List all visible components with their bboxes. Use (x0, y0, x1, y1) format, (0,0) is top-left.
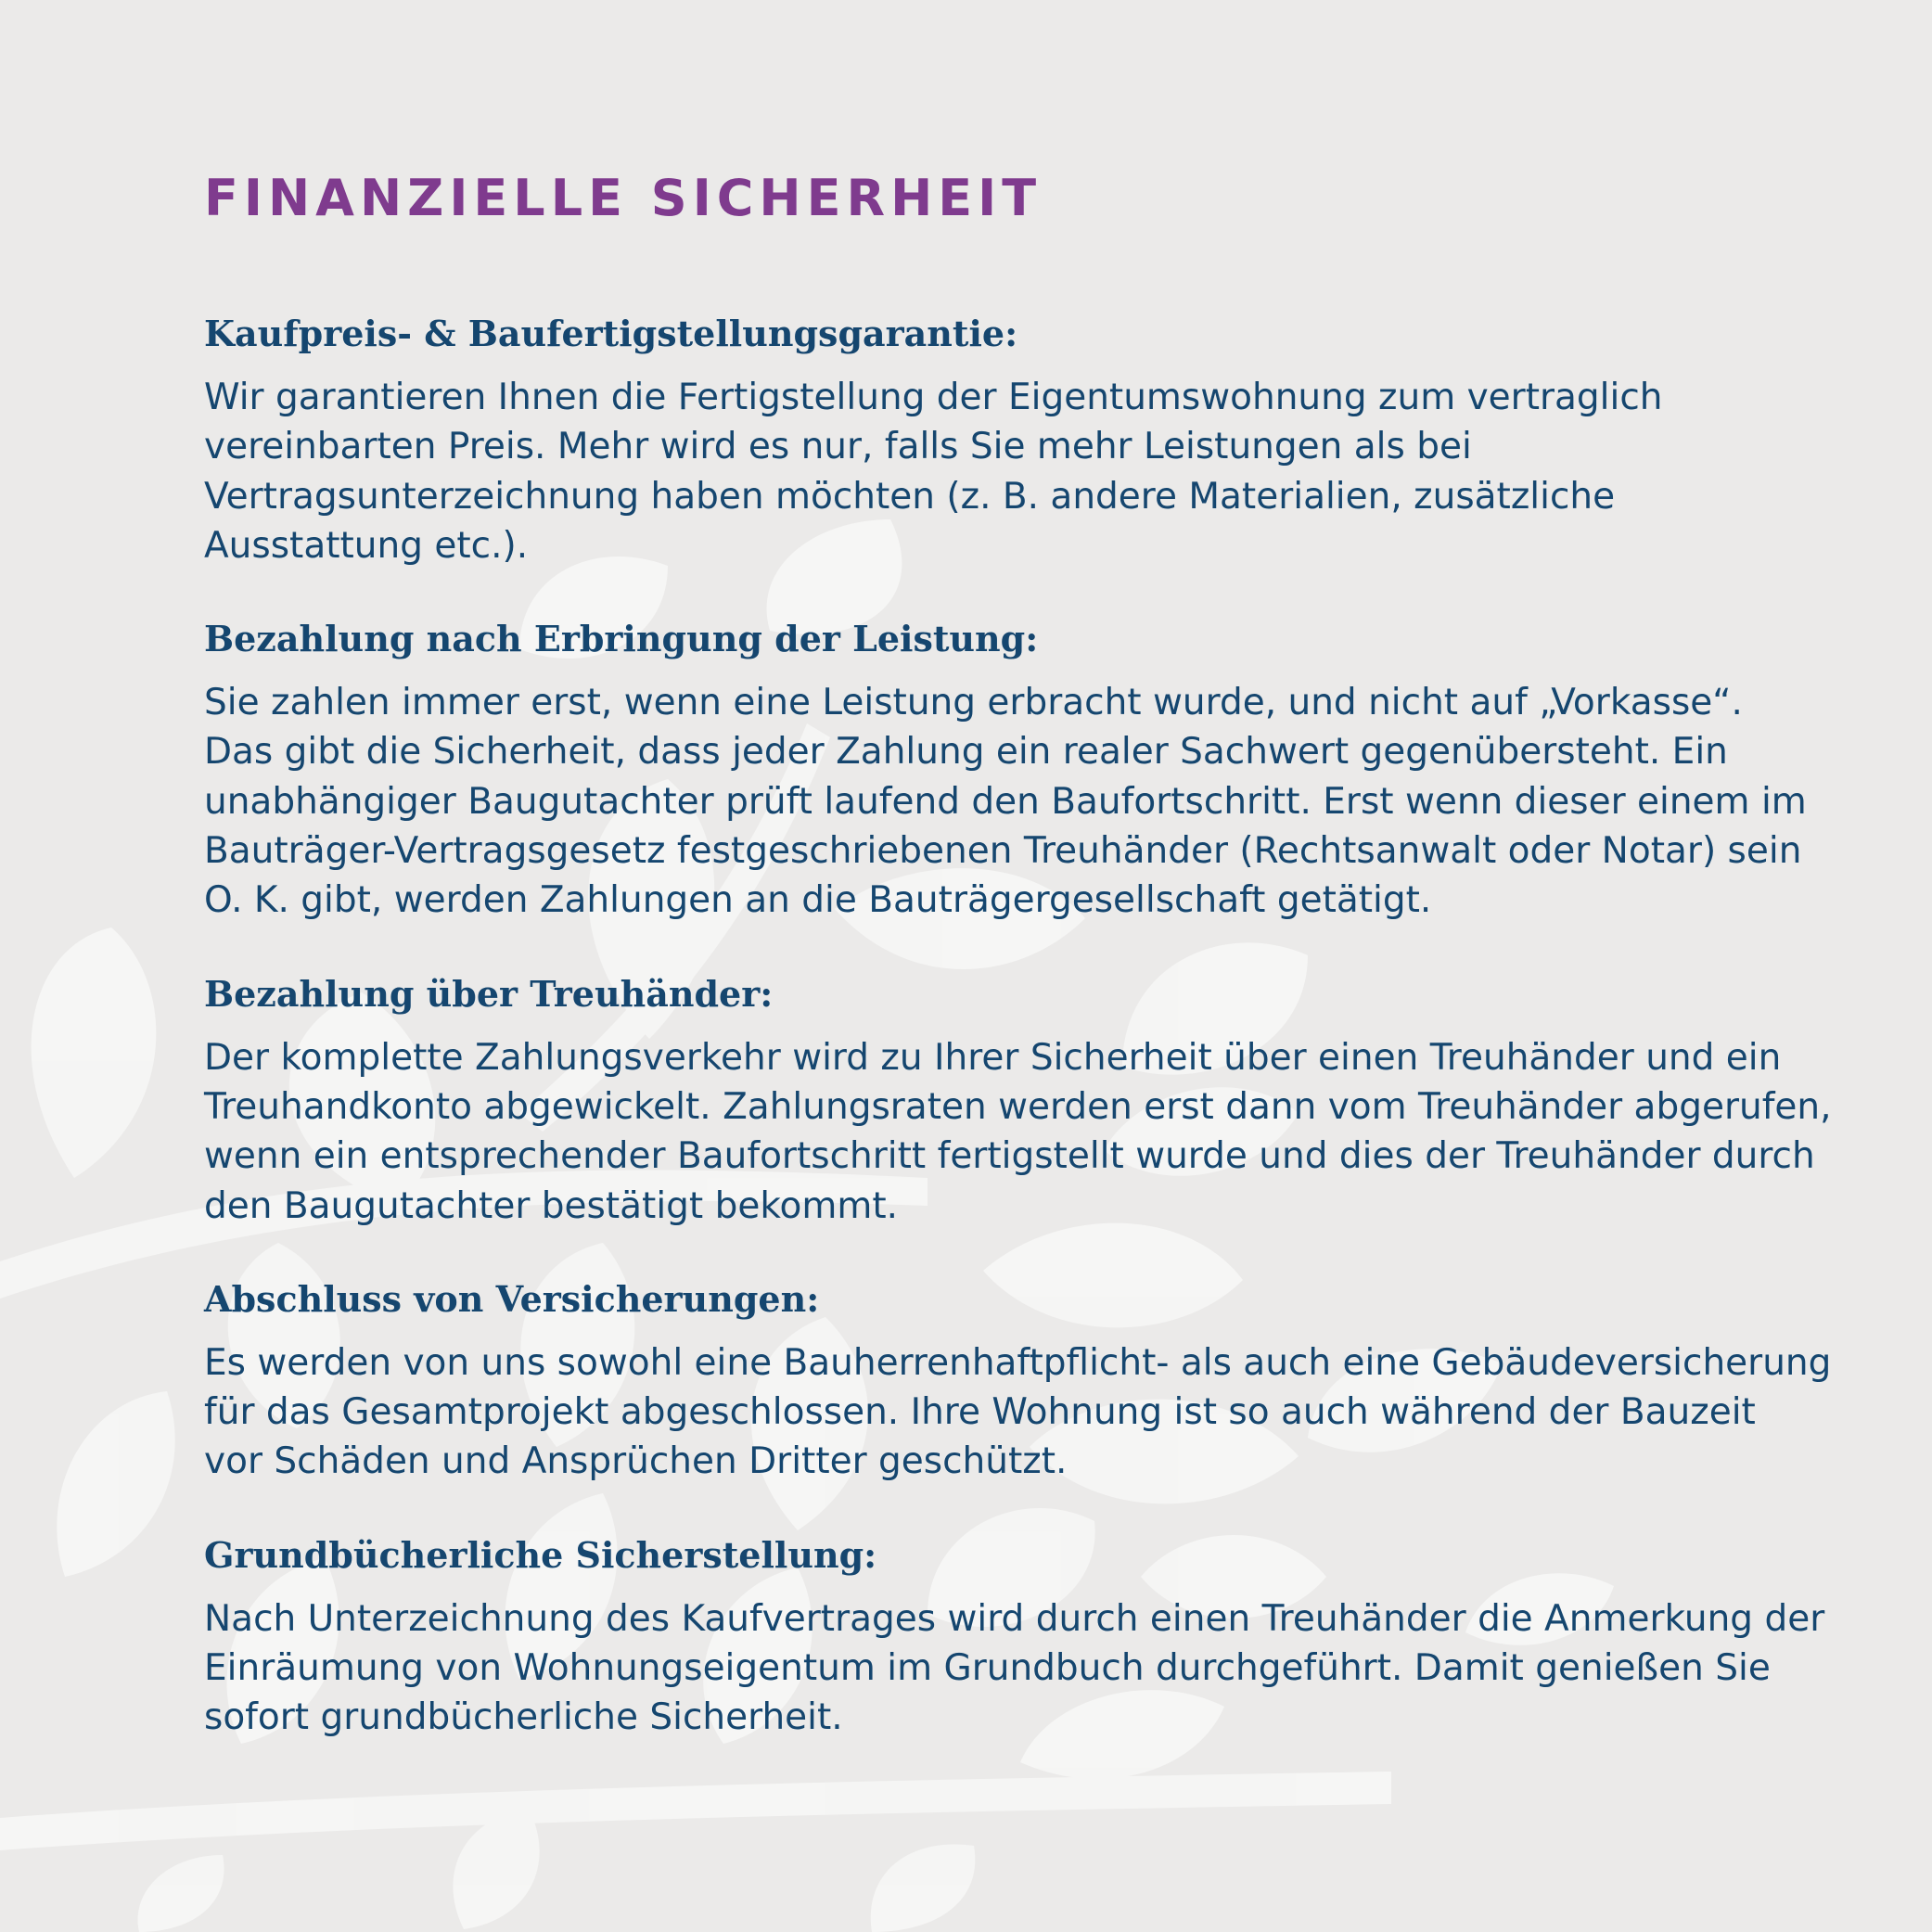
section-bezahlung-treuhaender (204, 966, 1832, 1231)
section-kaufpreisgarantie (204, 306, 1744, 570)
body-line: Einräumung von Wohnungseigentum im Grundbuch durchgeführt. Damit genießen Sie (204, 1647, 1771, 1690)
body-line: sofort grundbücherliche Sicherheit. (204, 1696, 843, 1739)
body-line: Vertragsunterzeichnung haben möchten (z. B. andere Materialien, zusätzliche (204, 475, 1616, 518)
body-line: Der komplette Zahlungsverkehr wird zu Ihrer Sicherheit über einen Treuhänder und ein (204, 1036, 1782, 1079)
body-line: Nach Unterzeichnung des Kaufvertrages wird durch einen Treuhänder die Anmerkung der (204, 1597, 1825, 1640)
section-heading: Kaufpreis- & Baufertigstellungsgarantie: (204, 313, 1018, 354)
body-line: Treuhandkonto abgewickelt. Zahlungsraten werden erst dann vom Treuhänder abgerufen, (204, 1085, 1832, 1128)
section-versicherungen (204, 1272, 1832, 1487)
body-line: vereinbarten Preis. Mehr wird es nur, falls Sie mehr Leistungen als bei (204, 426, 1472, 468)
section-heading: Abschluss von Versicherungen: (204, 1277, 820, 1320)
section-body (204, 1594, 1825, 1743)
body-line: Bauträger-Vertragsgesetz festgeschriebenen Treuhänder (Rechtsanwalt oder Notar) sein (204, 830, 1802, 873)
body-line: für das Gesamtprojekt abgeschlossen. Ihre Wohnung ist so auch während der Bauzeit (204, 1391, 1756, 1434)
section-heading: Bezahlung nach Erbringung der Leistung: (204, 618, 1039, 660)
body-line: Es werden von uns sowohl eine Bauherrenhaftpflicht- als auch eine Gebäudeversicherung (204, 1341, 1832, 1384)
section-body (204, 1338, 1832, 1487)
body-line: unabhängiger Baugutachter prüft laufend den Baufortschritt. Erst wenn dieser einem im (204, 780, 1807, 823)
section-heading: Grundbücherliche Sicherstellung: (204, 1533, 877, 1576)
section-body (204, 1033, 1832, 1231)
section-bezahlung-nach-leistung (204, 611, 1807, 925)
body-line: vor Schäden und Ansprüchen Dritter geschützt. (204, 1440, 1068, 1483)
body-line: Ausstattung etc.). (204, 524, 529, 567)
body-line: den Baugutachter bestätigt bekommt. (204, 1184, 899, 1227)
body-line: O. K. gibt, werden Zahlungen an die Bauträgergesellschaft getätigt. (204, 879, 1432, 922)
body-line: wenn ein entsprechender Baufortschritt fertigstellt wurde und dies der Treuhänder durch (204, 1135, 1815, 1178)
content-area (204, 160, 1832, 1743)
section-body (204, 373, 1744, 570)
body-line: Sie zahlen immer erst, wenn eine Leistung erbracht wurde, und nicht auf „Vorkasse“. (204, 682, 1743, 724)
body-line: Das gibt die Sicherheit, dass jeder Zahlung ein realer Sachwert gegenübersteht. Ein (204, 731, 1728, 774)
page-title: FINANZIELLE SICHERHEIT (204, 169, 1043, 227)
section-grundbuch (204, 1528, 1825, 1743)
body-line: Wir garantieren Ihnen die Fertigstellung der Eigentumswohnung zum vertraglich (204, 377, 1663, 418)
section-body (204, 678, 1807, 925)
section-heading: Bezahlung über Treuhänder: (204, 972, 774, 1015)
